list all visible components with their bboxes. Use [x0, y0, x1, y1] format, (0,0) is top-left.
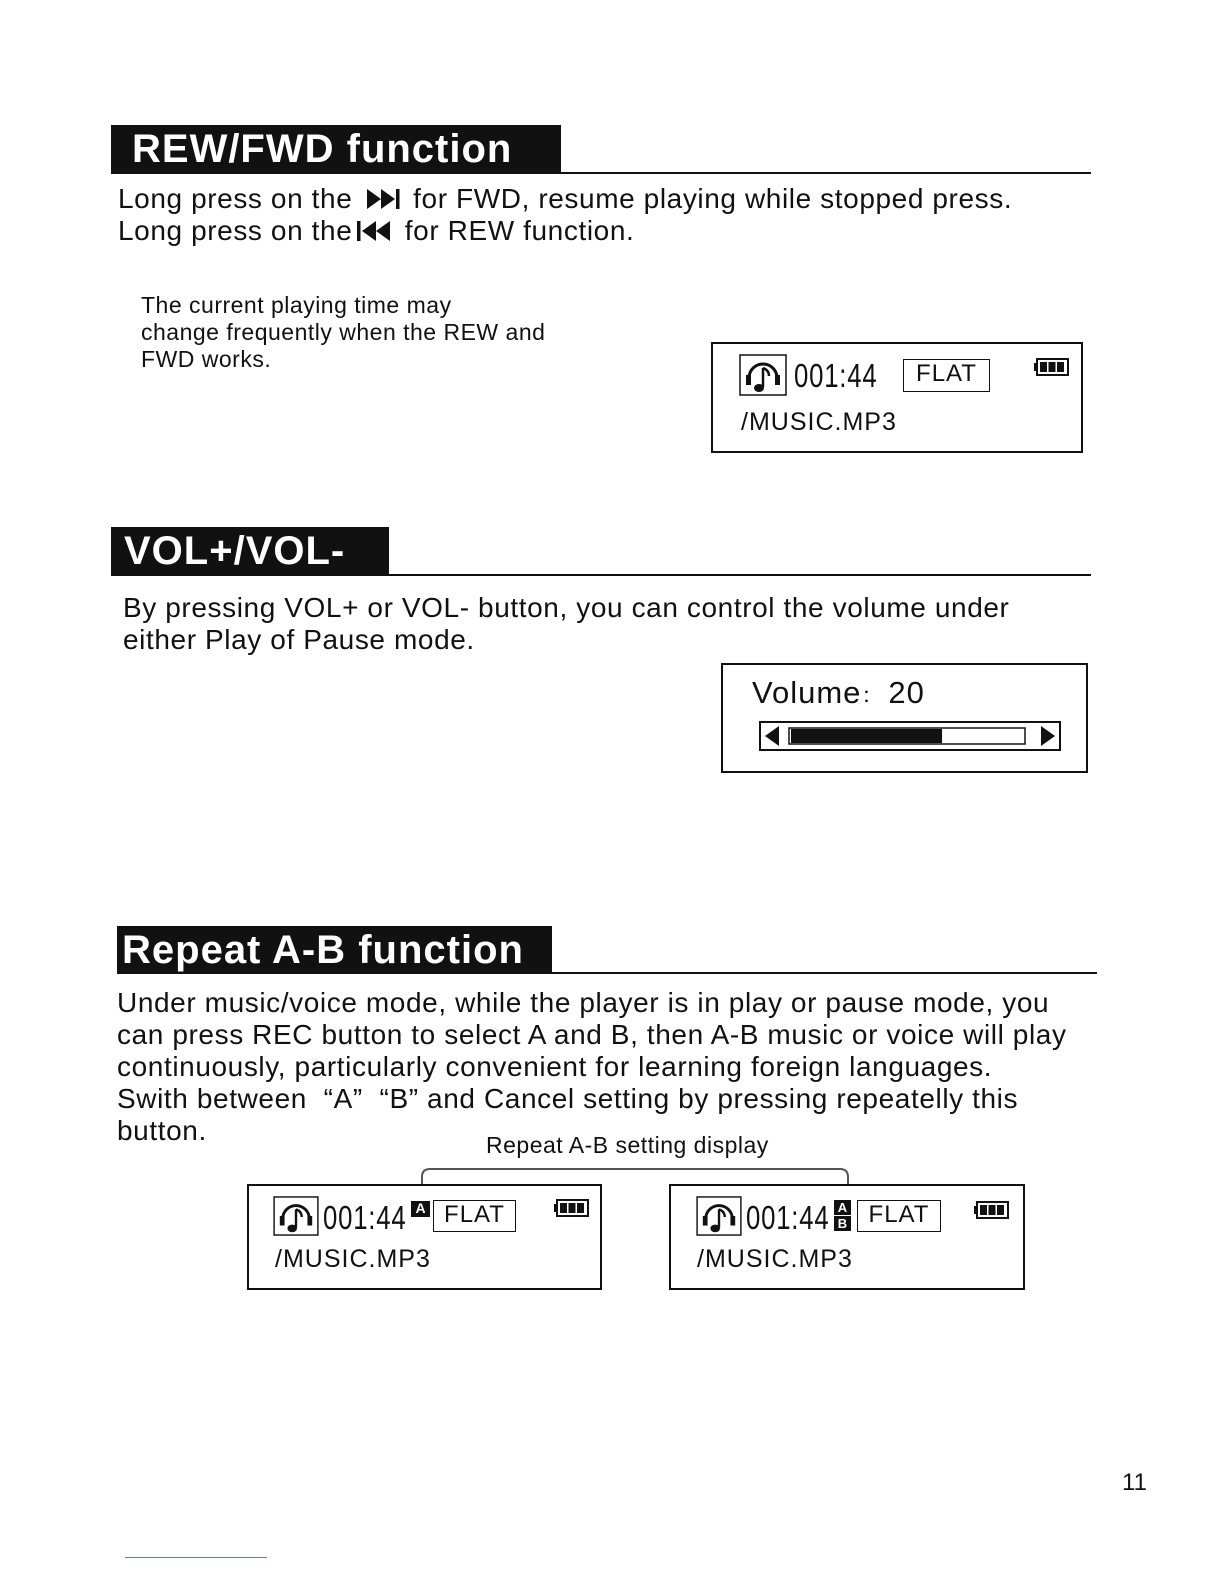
rewfwd-file-name: /MUSIC.MP3 [741, 408, 897, 436]
headphone-music-icon [696, 1196, 742, 1236]
rewfwd-note-line: The current playing time may [141, 292, 452, 318]
battery-icon [973, 1201, 1009, 1219]
repeat-a-eq-badge: FLAT [433, 1200, 516, 1232]
repeat-ab-time-readout: 001:44 [746, 1199, 830, 1236]
volume-right-arrow-icon [1041, 726, 1055, 746]
repeat-section-title: Repeat A-B function [117, 926, 552, 974]
rewfwd-description [118, 183, 1012, 247]
volume-level-fill [791, 729, 942, 743]
repeat-lcd-display-ab [669, 1184, 1025, 1290]
repeat-a-file-name: /MUSIC.MP3 [275, 1245, 431, 1273]
footer-rule [125, 1557, 267, 1558]
rewfwd-line-2-pre: Long press on the [118, 215, 353, 246]
rewfwd-section-title: REW/FWD function [111, 125, 561, 173]
repeat-ab-flag-a: A [834, 1200, 851, 1215]
repeat-ab-file-name: /MUSIC.MP3 [697, 1245, 853, 1273]
rewind-icon [356, 219, 392, 243]
rewfwd-line-1-post: for FWD, resume playing while stopped press. [413, 183, 1013, 214]
headphone-music-icon [273, 1196, 319, 1236]
repeat-ab-eq-badge: FLAT [857, 1200, 941, 1232]
fast-forward-icon [365, 187, 401, 211]
repeat-text-line: Under music/voice mode, while the player is in play or pause mode, you [117, 987, 1050, 1018]
rewfwd-line-1-pre: Long press on the [118, 183, 353, 214]
volume-section-title: VOL+/VOL- [111, 527, 389, 575]
repeat-text-line: continuously, particularly convenient for learning foreign languages. [117, 1051, 993, 1082]
volume-text-line: By pressing VOL+ or VOL- button, you can control the volume under [123, 592, 1010, 623]
volume-description [123, 592, 1009, 656]
repeat-lcd-display-a [247, 1184, 602, 1290]
rewfwd-lcd-display [711, 342, 1083, 453]
repeat-text-line: button. [117, 1115, 207, 1146]
repeat-caption: Repeat A-B setting display [486, 1132, 769, 1158]
volume-left-arrow-icon [765, 726, 779, 746]
repeat-text-line: Swith between “A” “B” and Cancel setting by pressing repeatelly this [117, 1083, 1019, 1114]
rewfwd-note [141, 292, 545, 373]
battery-icon [553, 1199, 589, 1217]
volume-text-line: either Play of Pause mode. [123, 624, 475, 655]
repeat-description [117, 987, 1067, 1147]
volume-label: Volume [752, 675, 862, 710]
rewfwd-eq-badge: FLAT [903, 359, 990, 392]
rewfwd-time-readout: 001:44 [794, 357, 878, 394]
volume-bar [759, 721, 1061, 751]
rewfwd-section-rule [111, 172, 1091, 174]
repeat-text-line: can press REC button to select A and B, then A-B music or voice will play [117, 1019, 1067, 1050]
repeat-a-time-readout: 001:44 [323, 1199, 407, 1236]
page-number: 11 [1122, 1469, 1147, 1496]
headphone-music-icon [739, 354, 787, 396]
repeat-a-flag: A [411, 1201, 430, 1217]
rewfwd-note-line: change frequently when the REW and [141, 319, 546, 345]
volume-section-rule [111, 574, 1091, 576]
rewfwd-line-2 [118, 215, 1012, 247]
volume-readout [752, 676, 925, 713]
rewfwd-note-line: FWD works. [141, 346, 272, 372]
battery-icon [1033, 358, 1069, 376]
volume-separator: ： [861, 683, 885, 708]
repeat-section-rule [117, 972, 1097, 974]
rewfwd-line-2-post: for REW function. [404, 215, 635, 246]
volume-lcd-display [721, 663, 1088, 773]
repeat-ab-flag-b: B [834, 1216, 851, 1231]
volume-value: 20 [888, 675, 925, 710]
rewfwd-line-1 [118, 183, 1012, 215]
